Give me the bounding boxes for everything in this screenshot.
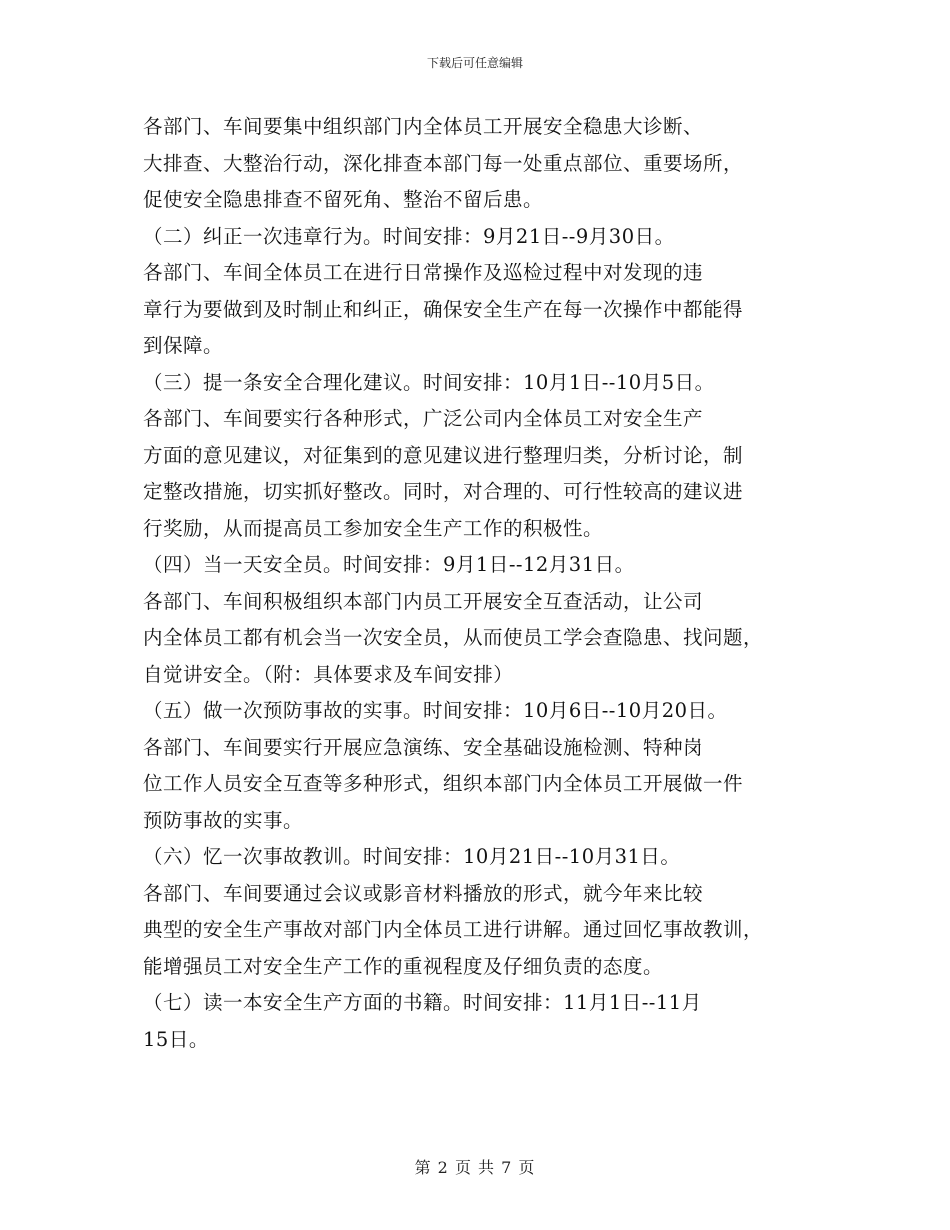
text-line: 位工作人员安全互查等多种形式，组织本部门内全体员工开展做一件 <box>143 772 744 795</box>
text-line: 15日。 <box>143 1027 209 1051</box>
page-header: 下载后可任意编辑 <box>426 56 523 70</box>
paragraph <box>143 401 823 547</box>
text-line: （七）读一本安全生产方面的书籍。时间安排：11月1日--11月 <box>143 991 702 1014</box>
paragraph <box>143 693 823 730</box>
text-line: 大排查、大整治行动，深化排查本部门每一处重点部位、重要场所， <box>143 151 744 175</box>
text-line: （五）做一次预防事故的实事。时间安排：10月6日--10月20日。 <box>143 699 728 722</box>
text-line: 章行为要做到及时制止和纠正，确保安全生产在每一次操作中都能得 <box>143 297 744 321</box>
page-footer: 第 2 页 共 7 页 <box>414 1158 536 1177</box>
text-line: 预防事故的实事。 <box>143 808 304 832</box>
paragraph <box>143 547 823 584</box>
text-line: （六）忆一次事故教训。时间安排：10月21日--10月31日。 <box>143 845 681 868</box>
text-line: （二）纠正一次违章行为。时间安排：9月21日--9月30日。 <box>143 224 675 248</box>
text-line: 各部门、车间要实行各种形式，广泛公司内全体员工对安全生产 <box>143 407 704 430</box>
text-line: 自觉讲安全。（附：具体要求及车间安排） <box>143 662 514 686</box>
text-line: 方面的意见建议，对征集到的意见建议进行整理归类，分析讨论，制 <box>143 443 744 467</box>
text-line: （四）当一天安全员。时间安排：9月1日--12月31日。 <box>143 553 635 576</box>
paragraph <box>143 365 823 402</box>
text-line: （三）提一条安全合理化建议。时间安排：10月1日--10月5日。 <box>143 370 715 394</box>
paragraph <box>143 219 823 256</box>
text-line: 定整改措施，切实抓好整改。同时，对合理的、可行性较高的建议进 <box>143 480 744 503</box>
paragraph <box>143 730 823 840</box>
paragraph <box>143 255 823 365</box>
text-line: 行奖励，从而提高员工参加安全生产工作的积极性。 <box>143 516 604 540</box>
paragraph <box>143 839 823 876</box>
text-line: 到保障。 <box>143 334 224 357</box>
text-line: 各部门、车间要实行开展应急演练、安全基础设施检测、特种岗 <box>143 735 704 759</box>
text-line: 内全体员工都有机会当一次安全员，从而使员工学会查隐患、找问题， <box>143 626 764 649</box>
paragraph <box>143 876 823 986</box>
text-line: 各部门、车间积极组织本部门内员工开展安全互查活动，让公司 <box>143 589 704 613</box>
document-body <box>143 109 823 1058</box>
text-line: 各部门、车间要集中组织部门内全体员工开展安全稳患大诊断、 <box>143 115 704 138</box>
text-line: 促使安全隐患排查不留死角、整治不留后患。 <box>143 188 544 211</box>
text-line: 各部门、车间全体员工在进行日常操作及巡检过程中对发现的违 <box>143 261 704 284</box>
paragraph <box>143 985 823 1058</box>
text-line: 各部门、车间要通过会议或影音材料播放的形式，就今年来比较 <box>143 881 704 905</box>
paragraph <box>143 584 823 694</box>
text-line: 能增强员工对安全生产工作的重视程度及仔细负责的态度。 <box>143 954 664 978</box>
paragraph <box>143 109 823 219</box>
text-line: 典型的安全生产事故对部门内全体员工进行讲解。通过回忆事故教训， <box>143 918 764 941</box>
